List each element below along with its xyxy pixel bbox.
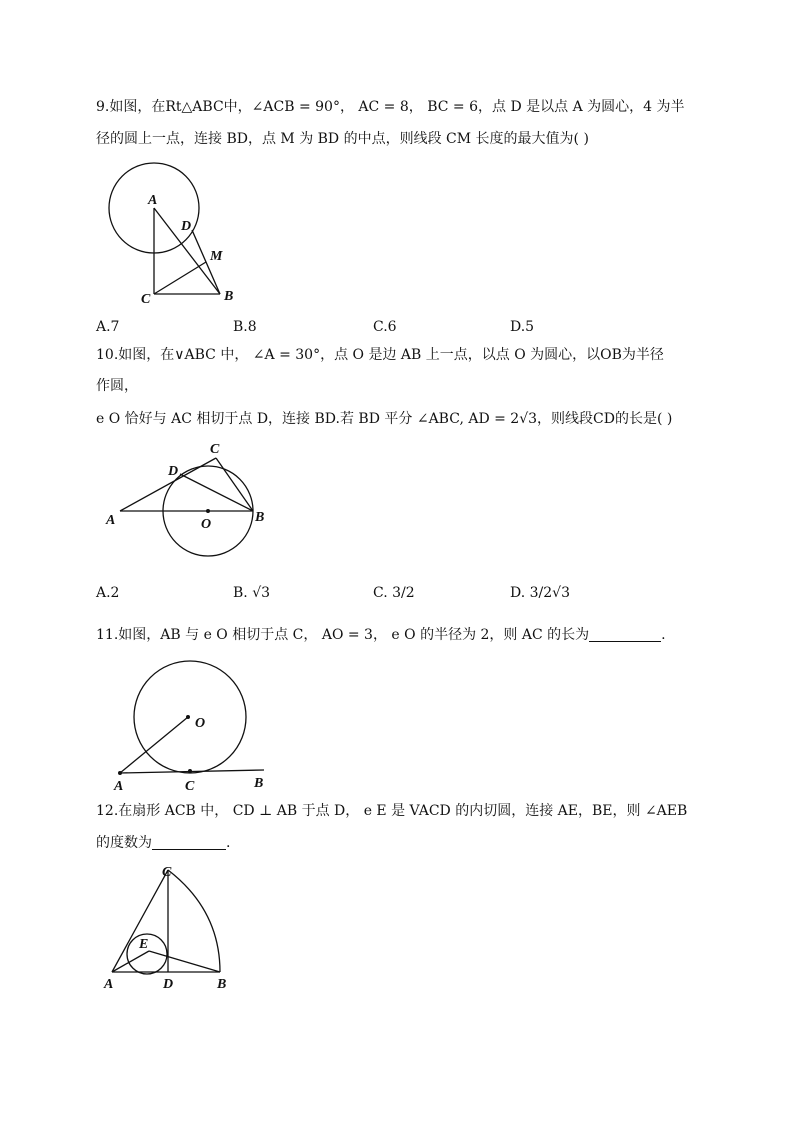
q12-label-e: E — [139, 937, 149, 952]
q11-figure — [110, 656, 280, 796]
q10-text-line2: 作圆， — [96, 378, 138, 394]
q11-label-o: O — [195, 716, 206, 731]
q10-option-a: A.2 — [96, 585, 120, 601]
q12-label-d: D — [163, 977, 174, 992]
q12-figure — [100, 858, 240, 998]
q11-label-b: B — [254, 776, 264, 791]
q10-figure — [100, 438, 280, 568]
q10-option-c: C. 3/2 — [373, 585, 415, 601]
q12-end-period: . — [226, 835, 231, 851]
q9-text-line1: 9.如图，在Rt△ABC中，∠ACB = 90°， AC = 8， BC = 6，点 D 是以点 A 为圆心，4 为半 — [96, 99, 685, 115]
q12-answer-blank — [152, 835, 226, 850]
q10-label-o: O — [201, 517, 212, 532]
q9-option-b: B.8 — [233, 319, 257, 335]
q11-text-line1 — [96, 626, 666, 644]
q12-text-line1: 12.在扇形 ACB 中， CD ⊥ AB 于点 D， e E 是 VACD 的内切圆，连接 AE，BE，则 ∠AEB — [96, 803, 688, 819]
q10-label-a: A — [106, 513, 116, 528]
q11-label-a: A — [114, 779, 124, 794]
q9-label-c: C — [141, 292, 151, 307]
q10-label-b: B — [255, 510, 265, 525]
q11-label-c: C — [185, 779, 195, 794]
q11-answer-blank — [589, 627, 661, 642]
q9-label-d: D — [181, 219, 192, 234]
q12-label-c: C — [162, 865, 172, 880]
q9-label-a: A — [148, 193, 158, 208]
q9-figure — [100, 160, 250, 310]
q10-option-b: B. √3 — [233, 585, 271, 601]
q12-label-b: B — [217, 977, 227, 992]
q9-label-m: M — [210, 249, 223, 264]
q9-option-a: A.7 — [96, 319, 120, 335]
q10-text-line1: 10.如图，在∨ABC 中， ∠A = 30°，点 O 是边 AB 上一点，以点 O 为圆心，以OB为半径 — [96, 347, 664, 363]
q11-end-period: . — [661, 627, 666, 643]
q9-option-c: C.6 — [373, 319, 397, 335]
q10-text-line3: e O 恰好与 AC 相切于点 D，连接 BD.若 BD 平分 ∠ABC, AD = 2√3，则线段CD的长是( ) — [96, 411, 673, 427]
q10-option-d: D. 3/2√3 — [510, 585, 570, 601]
q10-label-c: C — [210, 442, 220, 457]
q11-question-text: 11.如图，AB 与 e O 相切于点 C， AO = 3， e O 的半径为 2，则 AC 的长为 — [96, 627, 590, 643]
q10-label-d: D — [168, 464, 179, 479]
q12-question-text: 的度数为 — [96, 835, 152, 851]
q9-label-b: B — [224, 289, 234, 304]
q9-text-line2: 径的圆上一点，连接 BD，点 M 为 BD 的中点，则线段 CM 长度的最大值为( ) — [96, 131, 589, 147]
q12-label-a: A — [104, 977, 114, 992]
q9-option-d: D.5 — [510, 319, 535, 335]
q12-text-line2 — [96, 834, 230, 852]
